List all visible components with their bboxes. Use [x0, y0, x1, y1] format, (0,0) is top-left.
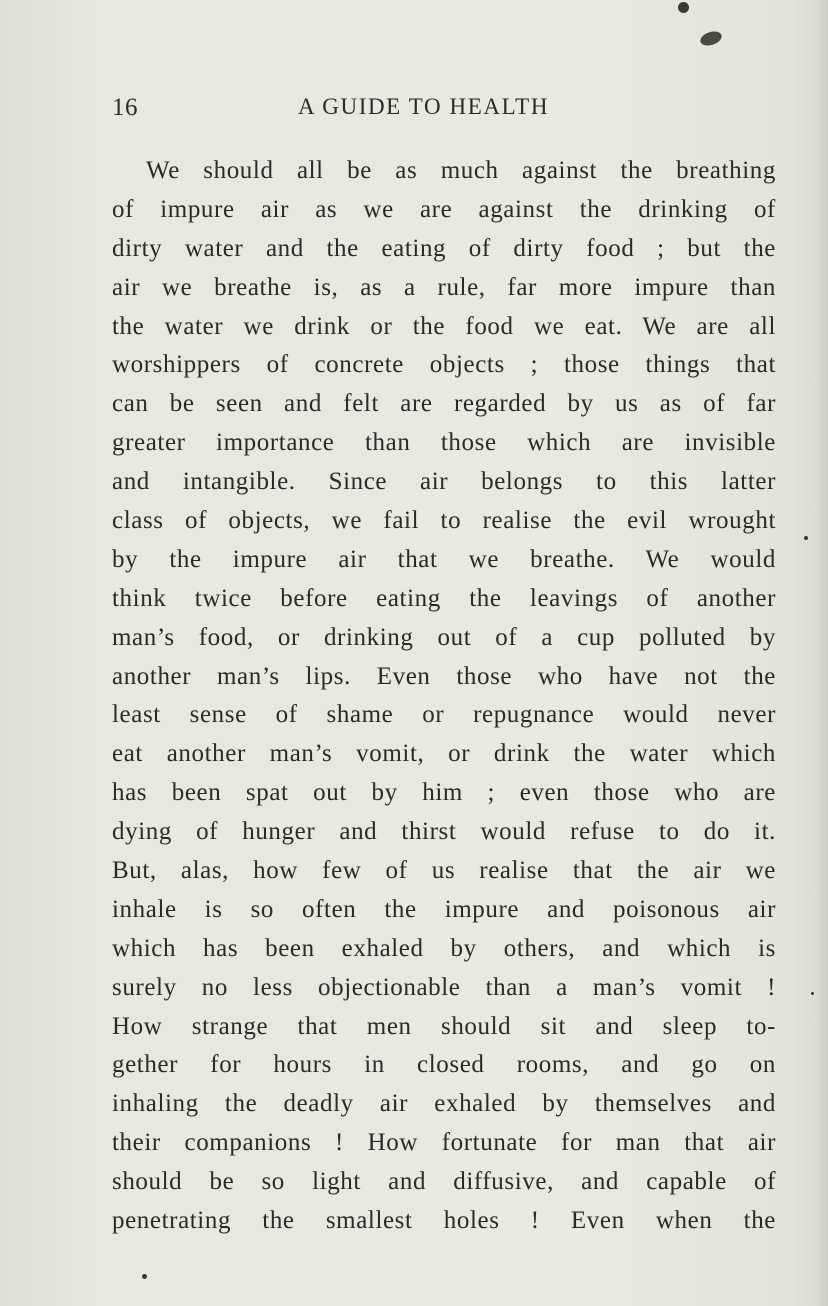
text-line: which has been exhaled by others, and which is: [112, 934, 776, 962]
text-line: surely no less objectionable than a man’s vomit !: [112, 973, 776, 1001]
text-line: eat another man’s vomit, or drink the water which: [112, 740, 776, 768]
ink-speck: [811, 992, 814, 995]
text-line: man’s food, or drinking out of a cup polluted by: [112, 623, 776, 651]
text-line: dying of hunger and thirst would refuse to do it.: [112, 818, 776, 846]
text-line: But, alas, how few of us realise that the air we: [112, 857, 776, 885]
text-line: can be seen and felt are regarded by us as of far: [112, 390, 776, 418]
ink-speck: [142, 1274, 147, 1279]
page-number: 16: [112, 94, 138, 121]
page-edge-shadow: [814, 0, 828, 1306]
text-line: and intangible. Since air belongs to this latter: [112, 468, 776, 496]
text-line: inhaling the deadly air exhaled by themselves and: [112, 1090, 776, 1118]
text-line: worshippers of concrete objects ; those things that: [112, 351, 776, 379]
text-line: dirty water and the eating of dirty food ; but the: [112, 234, 776, 262]
text-line: least sense of shame or repugnance would never: [112, 701, 776, 729]
text-line: by the impure air that we breathe. We would: [112, 545, 776, 573]
ink-speck: [804, 536, 808, 540]
text-line: class of objects, we fail to realise the evil wrought: [112, 507, 776, 535]
text-line: greater importance than those which are invisible: [112, 429, 776, 457]
text-line: inhale is so often the impure and poisonous air: [112, 895, 776, 923]
text-line: the water we drink or the food we eat. We are all: [112, 312, 776, 340]
running-head: [112, 94, 732, 128]
body-text: [112, 152, 776, 1241]
text-line: air we breathe is, as a rule, far more impure than: [112, 273, 776, 301]
text-line: their companions ! How fortunate for man that air: [112, 1129, 776, 1157]
text-line: gether for hours in closed rooms, and go on: [112, 1051, 776, 1079]
text-line: has been spat out by him ; even those who are: [112, 779, 776, 807]
text-line: How strange that men should sit and sleep to-: [112, 1012, 776, 1040]
text-line: penetrating the smallest holes ! Even when the: [112, 1207, 776, 1235]
text-line: We should all be as much against the breathing: [146, 157, 776, 184]
running-title: A GUIDE TO HEALTH: [298, 94, 550, 119]
text-line: should be so light and diffusive, and capable of: [112, 1168, 776, 1196]
ink-speck: [699, 29, 724, 48]
ink-speck: [678, 2, 689, 13]
text-line: another man’s lips. Even those who have not the: [112, 662, 776, 690]
text-line: of impure air as we are against the drinking of: [112, 195, 776, 223]
text-line: think twice before eating the leavings of another: [112, 584, 776, 612]
